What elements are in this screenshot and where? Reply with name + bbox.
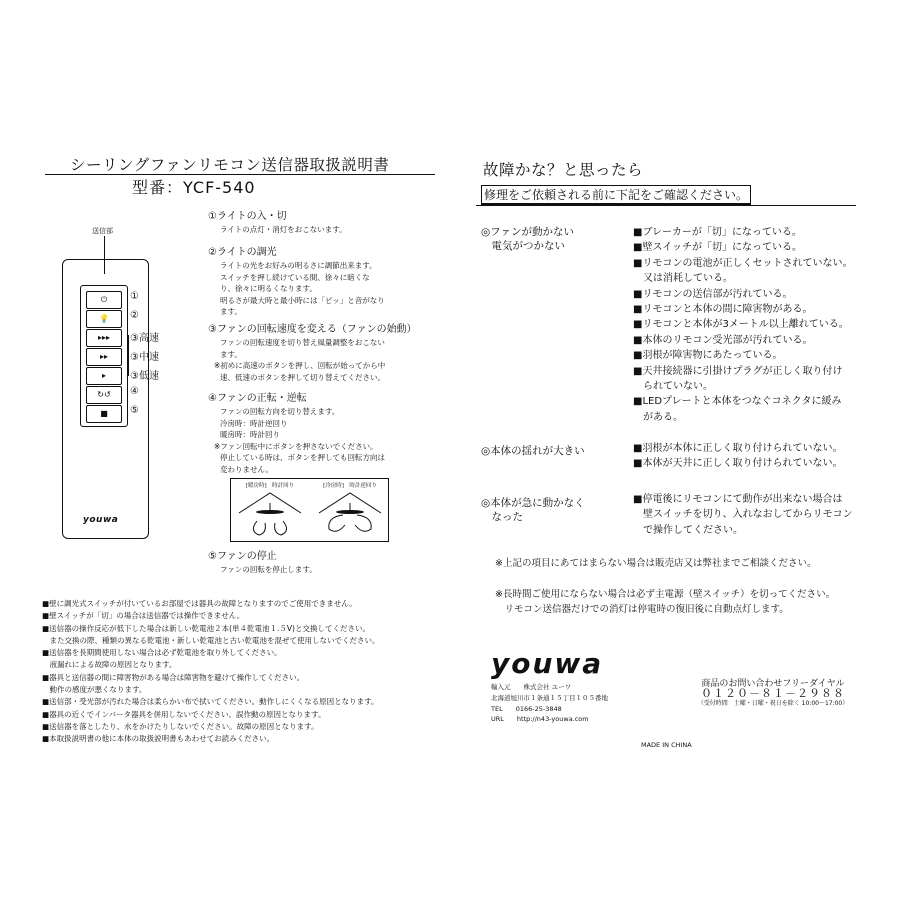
section-2-line-4: 明るさが最大時と最小時には「ピッ」と音がなり: [220, 295, 385, 305]
section-4-line-2: 冷房時：時計逆回り: [220, 418, 288, 428]
symptom-2-line-1: ◎本体の揺れが大きい: [481, 445, 585, 457]
inquiry-block: [668, 679, 878, 709]
cause-item: ■LEDプレートと本体をつなぐコネクタに緩み: [633, 396, 842, 408]
freedial-number: ０１２０－８１－２９８８: [701, 687, 845, 700]
company-address: 北海道旭川市１条通１５丁目１０５番地: [491, 693, 608, 702]
cause-item: ■羽根が障害物にあたっている。: [633, 350, 783, 362]
cause-item: ■天井接続器に引掛けプラグが正しく取り付け: [633, 365, 843, 377]
symptom-3: [481, 496, 585, 524]
button-label-2: ②: [130, 310, 139, 321]
symptom-1-line-2: 電気がつかない: [481, 240, 565, 252]
note-item: ■壁スイッチが「切」の場合は送信器では操作できません。: [42, 611, 245, 621]
section-2-line-1: ライトの光をお好みの明るさに調節出来ます。: [220, 261, 377, 270]
section-4-line-5: 停止している時は、ボタンを押しても回転方向は: [220, 453, 385, 462]
footnote-power: ※長時間ご使用にならない場合は必ず主電源（壁スイッチ）を切ってください。: [495, 589, 836, 600]
company-info: [491, 682, 608, 725]
section-5-body: ファンの回転を停止します。: [220, 565, 317, 574]
cause-item: ■リモコンと本体の間に障害物がある。: [633, 304, 813, 316]
company-tel: TEL 0166-25-3848: [491, 704, 562, 713]
medium-speed-button-icon: ▸▸: [86, 348, 122, 366]
cause-item: ■羽根が本体に正しく取り付けられていない。: [633, 443, 843, 454]
section-2-heading: ②ライトの調光: [208, 247, 277, 258]
button-label-1: ①: [130, 291, 139, 302]
section-3-line-2: ます。: [220, 349, 242, 359]
symptom-1-line-1: ◎ファンが動かない: [481, 226, 574, 238]
symptom-1: [481, 225, 574, 253]
section-3: [208, 323, 448, 383]
section-4: [208, 392, 438, 475]
cause-item: で操作してください。: [633, 524, 743, 536]
cooling-airflow-icon: [315, 479, 385, 539]
manual-title: シーリングファンリモコン送信器取扱説明書: [70, 156, 390, 174]
cause-item: ■停電後にリモコンにて動作が出来ない場合は: [633, 494, 843, 505]
footnote-auto-light: リモコン送信器だけでの消灯は停電時の復旧後に自動点灯します。: [495, 604, 789, 615]
button-label-3-mid: ③中速: [130, 352, 159, 363]
section-4-line-6: 変わりません。: [220, 464, 273, 474]
made-in-label: MADE IN CHINA: [641, 741, 692, 749]
low-speed-button-icon: ▸: [86, 367, 122, 385]
heating-caption: [暖房時] 時計回り: [245, 483, 295, 489]
speed-bracket: [128, 335, 129, 376]
cause-item: ■リモコンの送信部が汚れている。: [633, 288, 793, 300]
cause-item: ■本体が天井に正しく取り付けられていない。: [633, 458, 843, 470]
cause-item: られていない。: [633, 381, 713, 393]
section-3-line-3: ※初めに高速のボタンを押し、回転が始ってから中: [214, 361, 386, 370]
importer-line: 輸入元 株式会社 ユーワ: [491, 683, 572, 691]
note-item: ■送信部・受光部が汚れた場合は柔らかい布で拭いてください。動作しにくくなる原因となります。: [42, 697, 379, 707]
button-label-5: ⑤: [130, 405, 139, 416]
stop-button-icon: ■: [86, 405, 122, 423]
cause-item: 又は消耗している。: [633, 273, 733, 285]
note-item: ■本取扱説明書の他に本体の取扱説明書もあわせてお読みください。: [42, 734, 275, 744]
cause-item: がある。: [633, 411, 683, 423]
heating-diagram: [235, 479, 305, 539]
reverse-button-icon: ↻↺: [86, 386, 122, 404]
note-item: また交換の際、種類の異なる乾電池・新しい乾電池と古い乾電池を混ぜて使用しないでください。: [42, 635, 380, 645]
note-item: 液漏れによる故障の原因となります。: [42, 660, 177, 670]
inquiry-hours: （受付時間 土曜・日曜・祝日を除く 10:00～17:00）: [697, 700, 849, 707]
heating-airflow-icon: [235, 479, 305, 539]
symptom-3-line-1: ◎本体が急に動かなく: [481, 497, 585, 509]
note-item: ■送信器を長期間使用しない場合は必ず乾電池を取り外してください。: [42, 648, 282, 658]
section-4-heading: ④ファンの正転・逆転: [208, 393, 307, 404]
causes-2: [633, 441, 842, 472]
model-number: 型番：YCF-540: [132, 178, 256, 197]
note-item: ■器具の近くでインバータ器具を併用しないでください。誤作動の原因となります。: [42, 709, 326, 719]
note-item: ■送信器を落としたり、水をかけたりしないでください。故障の原因となります。: [42, 721, 319, 731]
section-3-line-1: ファンの回転速度を切り替え風量調整をおこない: [220, 338, 385, 347]
section-5: [208, 550, 438, 576]
section-2: [208, 246, 438, 318]
causes-3: [633, 492, 853, 538]
troubleshooting-title: 故障かな？と思ったら: [483, 161, 644, 179]
cause-item: ■ブレーカーが「切」になっている。: [633, 227, 802, 238]
section-3-heading: ③ファンの回転速度を変える（ファンの始動）: [208, 324, 417, 335]
rotation-diagram: [230, 478, 389, 542]
section-4-line-1: ファンの回転方向を切り替えます。: [220, 407, 340, 416]
button-label-3-low: ③低速: [130, 371, 159, 382]
cause-item: ■リモコンの電池が正しくセットされていない。: [633, 257, 853, 269]
symptom-2: [481, 444, 585, 458]
note-item: ■器具と送信器の間に障害物がある場合は障害物を避けて操作してください。: [42, 672, 305, 682]
cooling-diagram: [315, 479, 385, 539]
note-item: ■送信器の操作反応が低下した場合は新しい乾電池２本(単４乾電池１.５V)と交換してください。: [42, 623, 370, 633]
causes-1: [633, 225, 852, 425]
cause-item: 壁スイッチを切り、入れなおしてからリモコン: [633, 509, 853, 521]
company-logo: youwa: [491, 647, 604, 680]
note-item: 動作の感度が悪くなります。: [42, 685, 147, 695]
inquiry-label: 商品のお問い合わせフリーダイヤル: [701, 679, 845, 689]
remote-button-panel: [80, 285, 128, 427]
symptom-3-line-2: なった: [481, 511, 523, 523]
footnote-consult: ※上記の項目にあてはまらない場合は販売店又は弊社までご相談ください。: [495, 558, 817, 569]
sender-label: 送信部: [92, 227, 113, 235]
section-3-line-4: 速、低速のボタンを押して切り替えてください。: [220, 372, 385, 382]
cooling-caption: [冷房時] 時計逆回り: [323, 483, 377, 489]
light-bulb-button-icon: 💡: [86, 310, 122, 328]
button-label-4: ④: [130, 386, 139, 397]
note-item: ■壁に調光式スイッチが付いているお部屋では器具の故障となりますのでご使用できません。: [42, 599, 357, 608]
section-5-heading: ⑤ファンの停止: [208, 551, 277, 562]
troubleshooting-rule: [476, 205, 856, 206]
section-2-line-5: ます。: [220, 307, 242, 316]
section-4-line-3: 暖房時：時計回り: [220, 430, 280, 439]
section-2-line-2: スイッチを押し続けている間、徐々に暗くな: [220, 272, 370, 282]
section-1-body: ライトの点灯・消灯をおこないます。: [220, 225, 347, 234]
cause-item: ■リモコンと本体が3メートル以上離れている。: [633, 319, 849, 331]
section-2-line-3: り、徐々に明るくなります。: [220, 284, 317, 293]
caution-notes: [42, 598, 442, 746]
fast-speed-button-icon: ▸▸▸: [86, 329, 122, 347]
remote-brand-logo: youwa: [83, 515, 119, 525]
company-url: URL http://n43-youwa.com: [491, 715, 589, 724]
section-1: [208, 210, 438, 236]
troubleshooting-subtitle: 修理をご依頼される前に下記をご確認ください。: [481, 185, 751, 205]
button-label-3-high: ③高速: [130, 333, 159, 344]
section-1-heading: ①ライトの入・切: [208, 211, 287, 222]
cause-item: ■壁スイッチが「切」になっている。: [633, 242, 803, 254]
section-4-line-4: ※ファン回転中にボタンを押さないでください。: [214, 441, 378, 451]
cause-item: ■本体のリモコン受光部が汚れている。: [633, 334, 813, 346]
power-button-icon: ⏻: [86, 291, 122, 309]
